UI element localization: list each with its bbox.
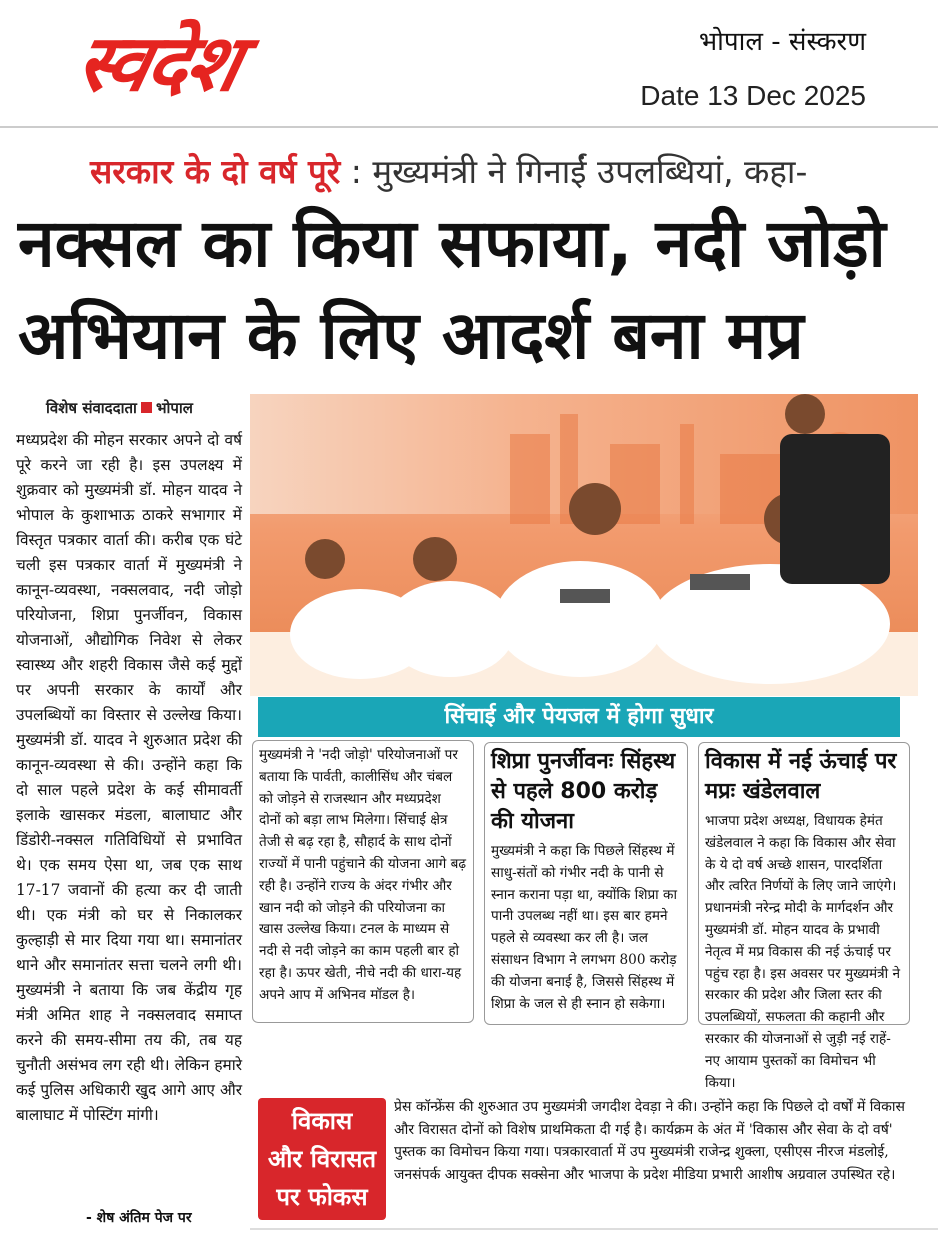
khandelwal-column-text: भाजपा प्रदेश अध्यक्ष, विधायक हेमंत खंडेलवाल ने कहा कि विकास और सेवा के ये दो वर्ष अच्छे शासन, पारदर्शिता और त्वरित निर्णयों के लिए जाने जाएंगे। प्रधानमंत्री नरेन्द्र मोदी के मार्गदर्शन और मुख्यमंत्री डॉ. मोहन यादव के प्रभावी नेतृत्व में मप्र विकास की नई ऊंचाई पर पहुंच रहा है। इस अवसर पर मुख्यमंत्री ने सरकार की प्रदेश और जिला स्तर की उपलब्धियों, सफलता की कहानी और सरकार की योजनाओं से जुड़ी नई राहें-नए आयाम पुस्तकों का विमोचन भी किया। [705, 813, 900, 1091]
edition-date: Date 13 Dec 2025 [640, 80, 866, 111]
article-kicker [90, 148, 807, 193]
masthead-divider [0, 126, 938, 128]
shipra-column-text: मुख्यमंत्री ने कहा कि पिछले सिंहस्थ में साधु-संतों को गंभीर नदी के पानी से स्नान कराना पड़ा था, क्योंकि शिप्रा का पानी उपलब्ध नहीं था। इस बार हमने पहले से व्यवस्था कर ली है। जल संसाधन विभाग ने लगभग 800 करोड़ की योजना बनाई है, जिससे सिंहस्थ में शिप्रा के जल से ही स्नान हो सकेगा। [491, 843, 677, 1012]
byline-reporter: विशेष संवाददाता [46, 399, 137, 417]
byline [46, 398, 193, 418]
focus-article-text: प्रेस कॉन्फ्रेंस की शुरुआत उप मुख्यमंत्री जगदीश देवड़ा ने की। उन्होंने कहा कि पिछले दो वर्षों में विकास और विरासत दोनों को विशेष प्राथमिकता दी गई है। कार्यक्रम के अंत में 'विकास और सेवा के दो वर्ष' पुस्तक का विमोचन किया गया। पत्रकारवार्ता में उप मुख्यमंत्री राजेन्द्र शुक्ला, एसीएस नीरज मंडलोई, जनसंपर्क आयुक्त दीपक सक्सेना और भाजपा के प्रदेश मीडिया प्रभारी आशीष अग्रवाल उपस्थित रहे। [394, 1099, 906, 1183]
khandelwal-column [698, 742, 910, 1091]
kicker-rest: : मुख्यमंत्री ने गिनाईं उपलब्धियां, कहा- [340, 152, 808, 191]
logo-text: स्वदेश [68, 19, 248, 109]
focus-label-box [258, 1098, 386, 1220]
focus-label-line1: विकास [291, 1107, 353, 1135]
river-linking-column: मुख्यमंत्री ने 'नदी जोड़ो' परियोजनाओं पर बताया कि पार्वती, कालीसिंध और चंबल को जोड़ने से राजस्थान और मध्यप्रदेश दोनों को बड़ा लाभ मिलेगा। सिंचाई क्षेत्र तेजी से बढ़ रहा है, सौहार्द के साथ दोनों राज्यों में पानी पहुंचाने की योजना आगे बढ़ रही है। उन्होंने राज्य के अंदर गंभीर और खान नदी को जोड़ने की परियोजना का खास उल्लेख किया। टनल के माध्यम से नदी से नदी जोड़ने का काम पहली बार हो रहा है। ऊपर खेती, नीचे नदी की धारा-यह अपने आप में अभिनव मॉडल है। [252, 740, 474, 1023]
focus-label-line2: और विरासत [267, 1145, 377, 1173]
article-headline: नक्सल का किया सफाया, नदी जोड़ो अभियान के लिए आदर्श बना मप्र [18, 205, 886, 374]
photo-illustration [250, 394, 918, 696]
bottom-divider [250, 1228, 938, 1230]
subsection-band-title: सिंचाई और पेयजल में होगा सुधार [258, 697, 900, 737]
newspaper-logo [68, 18, 458, 110]
byline-city: भोपाल [155, 399, 193, 417]
main-article-text: मध्यप्रदेश की मोहन सरकार अपने दो वर्ष पूरे करने जा रही है। इस उपलक्ष्य में शुक्रवार को मुख्यमंत्री डॉ. मोहन यादव ने भोपाल के कुशाभाऊ ठाकरे सभागार में विस्तृत पत्रकार वार्ता की। करीब एक घंटे चली इस पत्रकार वार्ता में मुख्यमंत्री ने कानून-व्यवस्था, नक्सलवाद, नदी जोड़ो परियोजना, शिप्रा पुनर्जीवन, विकास योजनाओं, औद्योगिक निवेश से लेकर स्वास्थ्य और शहरी विकास जैसे कई मुद्दों पर अपनी सरकार के कार्यों और उपलब्धियों का विस्तार से उल्लेख किया। मुख्यमंत्री डॉ. यादव ने शुरुआत प्रदेश की कानून-व्यवस्था से की। उन्होंने कहा कि दो साल पहले प्रदेश के कई सीमावर्ती इलाके खासकर मंडला, बालाघाट और डिंडोरी-नक्सल गतिविधियों से प्रभावित थे। एक समय ऐसा था, जब एक साथ 17-17 जवानों की हत्या कर दी जाती थी। एक मंत्री को घर से निकालकर कुल्हाड़ी से मार दिया गया था। समानांतर थाने और समानांतर सत्ता चलने लगी थी। मुख्यमंत्री ने बताया कि जब केंद्रीय गृह मंत्री अमित शाह ने नक्सलवाद समाप्त करने की समय-सीमा तय की, तब यह चुनौती असंभव लग रही थी। लेकिन हमारे कई पुलिस अधिकारी खुद आगे आए और बालाघाट में पोस्टिंग मांगी। [16, 431, 242, 1124]
khandelwal-column-heading: विकास में नई ऊंचाई पर मप्रः खंडेलवाल [705, 749, 897, 804]
focus-label-line3: पर फोकस [276, 1183, 368, 1211]
masthead [0, 0, 938, 122]
continued-note: - शेष अंतिम पेज पर [86, 1210, 192, 1226]
press-conference-photo [250, 394, 918, 696]
byline-square-icon [141, 402, 152, 413]
shipra-column [484, 742, 688, 1025]
edition-label: भोपाल - संस्करण [698, 27, 866, 57]
shipra-column-heading: शिप्रा पुनर्जीवनः सिंहस्थ से पहले 800 करोड़ की योजना [491, 749, 676, 834]
kicker-highlight: सरकार के दो वर्ष पूरे [90, 152, 341, 191]
